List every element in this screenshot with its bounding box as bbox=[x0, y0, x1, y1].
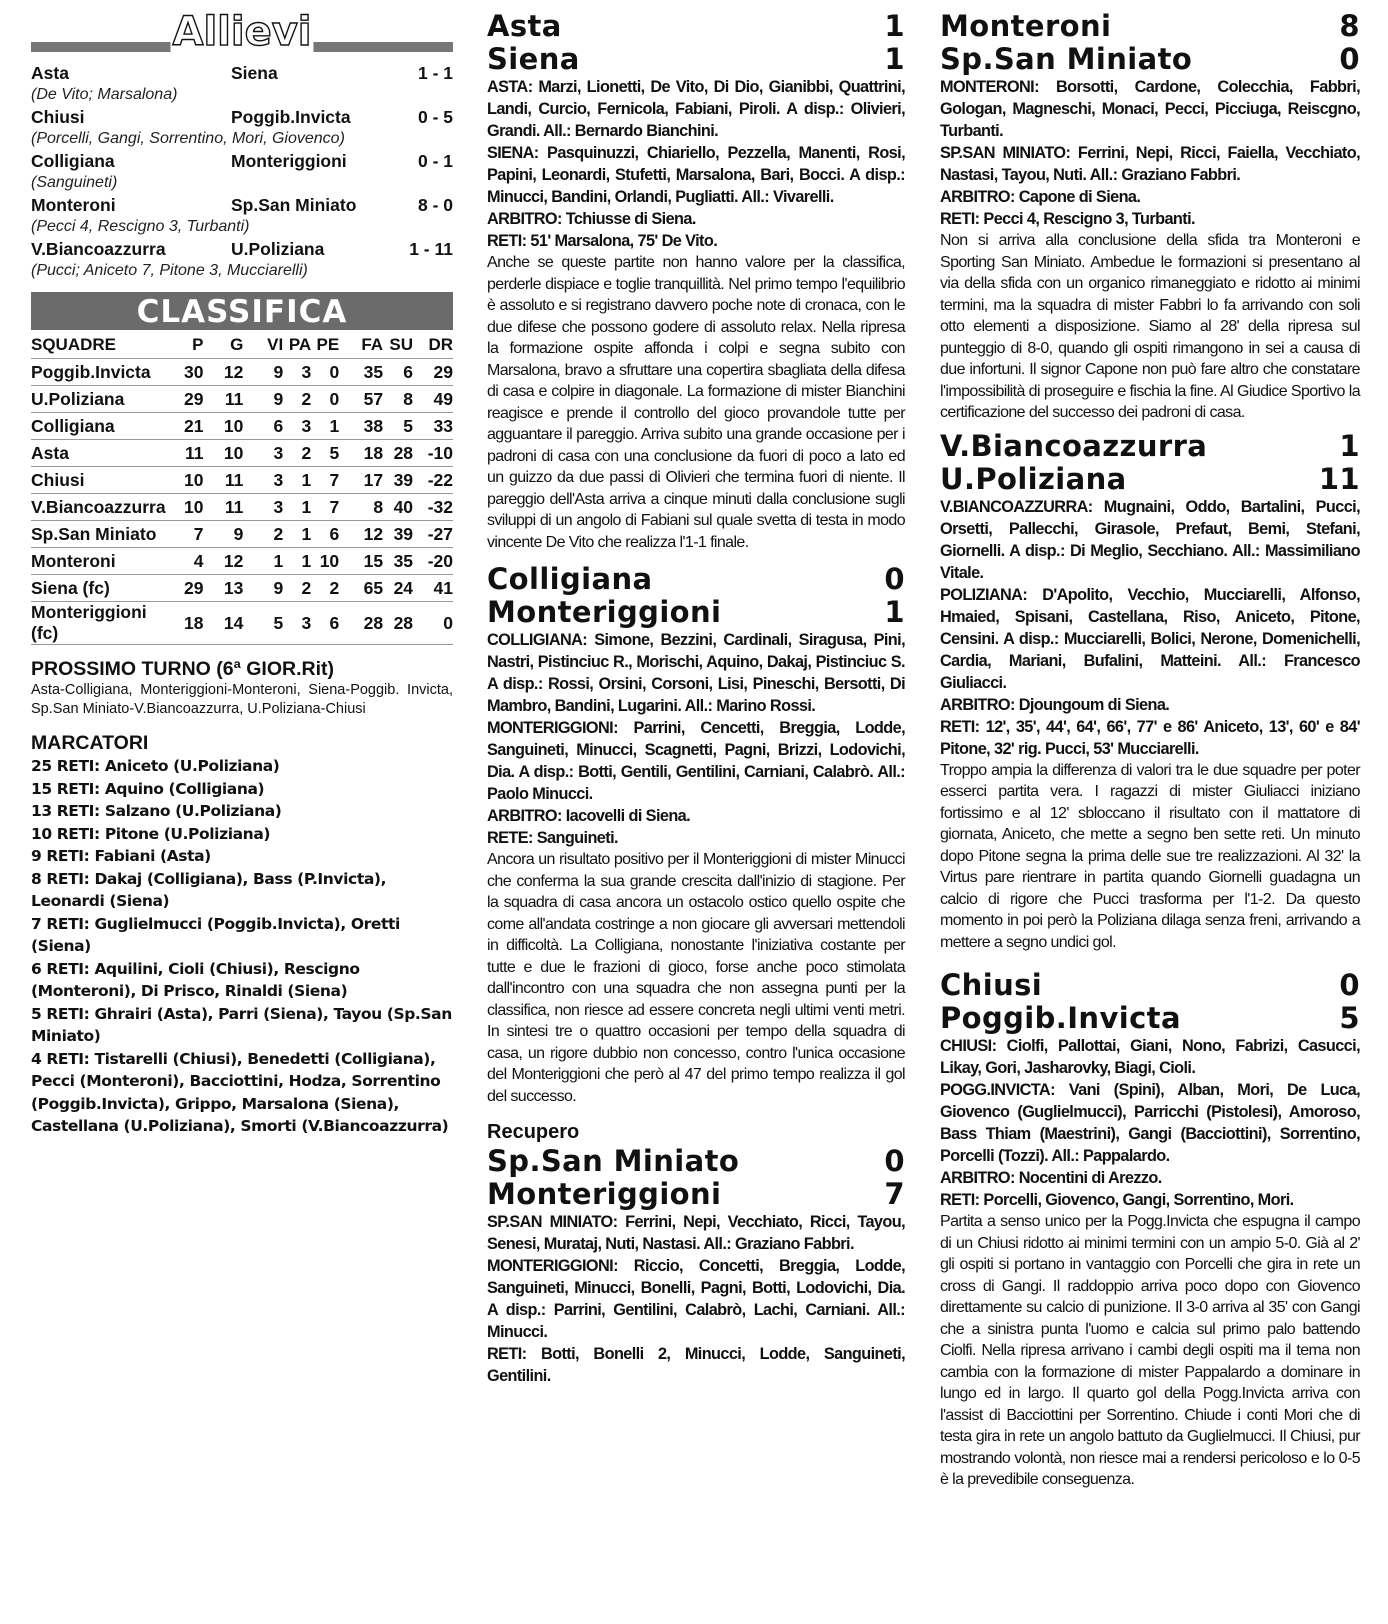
stat-cell: 10 bbox=[166, 494, 204, 521]
stat-cell: 11 bbox=[203, 386, 243, 413]
match-report: Anche se queste partite non hanno valore per la classifica, perderle dispiace e toglie tranquillità. Nel primo tempo l'equilibrio è assoluto e si registrano davvero poche note di cronaca, con le due difese che possono godere di assoluto relax. Nella ripresa la formazione ospite affonda i colpi e segna subito con Marsalona, bravo a sfruttare una copertira sbagliata della difesa di casa e colpire in diagonale. La formazione di mister Bianchini reagisce e prende il controllo del gioco provandole tutte per agguantare il pareggio. Arriva subito una grande occasione per i padroni di casa con una conclusione da fuori di poco a lato ed un guizzo da due passi di Olivieri che termina fuori di niente. Il pareggio dell'Asta arriva a cinque minuti dalla conclusione sugli sviluppi di un angolo di Fabiani sul quale svetta di testa in modo vincente De Vito che realizza l'1-1 finale. bbox=[487, 254, 905, 551]
next-round-title: PROSSIMO TURNO (6ª GIOR.Rit) bbox=[31, 658, 334, 680]
team-cell: Chiusi bbox=[31, 467, 166, 494]
lineup-paragraph: V.BIANCOAZZURRA: Mugnaini, Oddo, Bartalini, Pucci, Orsetti, Pallecchi, Girasole, Prefaut, Bemi, Stefani, Giornelli. A disp.: Di Meglio, Secchiano. All.: Massimiliano Vitale. bbox=[940, 497, 1360, 582]
lineup-paragraph: RETI: 12', 35', 44', 64', 66', 77' e 86' Aniceto, 13', 60' e 84' Pitone, 32' rig. Pucci, 53' Mucciarelli. bbox=[940, 717, 1360, 758]
result-row bbox=[31, 238, 453, 260]
stat-cell: 6 bbox=[383, 359, 413, 386]
away-team: Monteriggioni bbox=[231, 151, 347, 171]
stat-cell: 29 bbox=[413, 359, 453, 386]
stat-cell: -32 bbox=[413, 494, 453, 521]
stat-cell: 29 bbox=[166, 386, 204, 413]
lineup-paragraph: POLIZIANA: D'Apolito, Vecchio, Mucciarelli, Alfonso, Hmaied, Spisani, Castellana, Riso, Aniceto, Pitone, Censini. A disp.: Mucciarelli, Bolici, Nerone, Domenichelli, Cardia, Mariani, Bufalini, Matteini. All.: Francesco Giuliacci. bbox=[940, 585, 1360, 692]
recupero-match bbox=[487, 1145, 905, 1387]
away-team: U.Poliziana bbox=[231, 239, 325, 259]
team-score: 1 bbox=[884, 42, 905, 76]
stat-cell: 2 bbox=[283, 440, 311, 467]
lineup-paragraph: ARBITRO: Nocentini di Arezzo. bbox=[940, 1169, 1162, 1187]
section-header bbox=[31, 10, 453, 56]
classifica-title: CLASSIFICA bbox=[31, 292, 453, 330]
scorer-line: 4 RETI: Tistarelli (Chiusi), Benedetti (Colligiana), Pecci (Monteroni), Bacciottini, Hodza, Sorrentino (Poggib.Invicta), Grippo, Marsalona (Siena), Castellana (U.Poliziana), Smorti (V.Biancoazzurra) bbox=[31, 1049, 449, 1135]
lineup-paragraph: MONTERIGGIONI: Parrini, Cencetti, Breggia, Lodde, Sanguineti, Minucci, Scagnetti, Pagni, Brizzi, Lodovichi, Dia. A disp.: Botti, Gentili, Gentilini, Carniani, Calabrò. All.: Paolo Minucci. bbox=[487, 719, 905, 803]
scorers-title: MARCATORI bbox=[31, 732, 149, 754]
team-score: 0 bbox=[884, 1144, 905, 1178]
scorer-line: 5 RETI: Ghrairi (Asta), Parri (Siena), Tayou (Sp.San Miniato) bbox=[31, 1004, 452, 1045]
stat-cell: 35 bbox=[383, 548, 413, 575]
team-name: Poggib.Invicta bbox=[940, 1001, 1181, 1035]
section-title: Allievi bbox=[172, 9, 312, 55]
lineup-paragraph: ARBITRO: Tchiusse di Siena. bbox=[487, 210, 696, 228]
standings-row bbox=[31, 548, 453, 575]
team-name: Colligiana bbox=[487, 562, 653, 596]
team-cell: Sp.San Miniato bbox=[31, 521, 166, 548]
scorer-line: 10 RETI: Pitone (U.Poliziana) bbox=[31, 824, 271, 843]
away-team: Poggib.Invicta bbox=[231, 107, 351, 127]
away-team: Siena bbox=[231, 63, 278, 83]
team-cell: Poggib.Invicta bbox=[31, 359, 166, 386]
stat-cell: 9 bbox=[203, 521, 243, 548]
team-score: 0 bbox=[884, 562, 905, 596]
team-cell: Monteriggioni (fc) bbox=[31, 602, 166, 645]
team-line-away bbox=[487, 43, 905, 76]
results-list bbox=[31, 62, 453, 282]
stat-cell: -27 bbox=[413, 521, 453, 548]
lineups bbox=[487, 1211, 905, 1387]
stat-cell: 39 bbox=[383, 467, 413, 494]
lineup-paragraph: MONTERIGGIONI: Riccio, Concetti, Breggia, Lodde, Sanguineti, Minucci, Bonelli, Pagni, Botti, Lodovichi, Dia. A disp.: Parrini, Gentilini, Calabrò, Lachi, Carniani. All.: Minucci. bbox=[487, 1257, 905, 1341]
stat-cell: 0 bbox=[413, 602, 453, 645]
stat-cell: 1 bbox=[283, 548, 311, 575]
stat-cell: 38 bbox=[339, 413, 383, 440]
stat-cell: 12 bbox=[339, 521, 383, 548]
stat-cell: 1 bbox=[283, 494, 311, 521]
stat-cell: 11 bbox=[166, 440, 204, 467]
score: 1 - 1 bbox=[417, 63, 453, 83]
stat-cell: 9 bbox=[243, 386, 283, 413]
score: 8 - 0 bbox=[417, 195, 453, 215]
match-block bbox=[940, 10, 1360, 424]
lineup-paragraph: RETI: Pecci 4, Rescigno 3, Turbanti. bbox=[940, 210, 1195, 228]
stat-cell: 9 bbox=[243, 359, 283, 386]
column-standings bbox=[31, 0, 453, 1138]
lineup-paragraph: ARBITRO: Capone di Siena. bbox=[940, 188, 1141, 206]
stat-cell: 10 bbox=[203, 413, 243, 440]
scorers: (Porcelli, Gangi, Sorrentino, Mori, Giovenco) bbox=[31, 130, 345, 147]
team-score: 0 bbox=[1339, 968, 1360, 1002]
stat-cell: 5 bbox=[311, 440, 339, 467]
scorer-line: 13 RETI: Salzano (U.Poliziana) bbox=[31, 802, 282, 820]
stat-cell: 11 bbox=[203, 494, 243, 521]
team-line-away bbox=[487, 596, 905, 629]
stat-cell: 4 bbox=[166, 548, 204, 575]
team-score: 7 bbox=[884, 1177, 905, 1211]
standings-row bbox=[31, 602, 453, 645]
standings-row bbox=[31, 440, 453, 467]
stat-cell: 2 bbox=[243, 521, 283, 548]
standings-row bbox=[31, 413, 453, 440]
match-report: Non si arriva alla conclusione della sfida tra Monteroni e Sporting San Miniato. Ambedue le formazioni si presentano al via della sfida con un organico rimaneggiato e ridotto ai minimi termini, ma la squadra di mister Fabbri lo fa arrivando con soli otto elementi a disposizione. Siamo al 28' della ripresa sul punteggio di 8-0, quando gli ospiti rimangono in sei a causa di due infortuni. Il signor Capone non può fare altro che constatare l'impossibilità di proseguire e fischia la fine. Al Giudice Sportivo la certificazione del successo dei padroni di casa. bbox=[940, 232, 1360, 421]
stat-cell: 10 bbox=[166, 467, 204, 494]
match-list bbox=[940, 10, 1360, 1491]
lineup-paragraph: SP.SAN MINIATO: Ferrini, Nepi, Ricci, Faiella, Vecchiato, Nastasi, Tayou, Nuti. All.: Graziano Fabbri. bbox=[940, 144, 1360, 184]
stat-cell: 5 bbox=[383, 413, 413, 440]
team-name: Sp.San Miniato bbox=[940, 42, 1193, 76]
team-line-home bbox=[487, 563, 905, 596]
stat-cell: 18 bbox=[166, 602, 204, 645]
stat-cell: 8 bbox=[383, 386, 413, 413]
standings-row bbox=[31, 521, 453, 548]
team-line-away bbox=[940, 463, 1360, 496]
stat-cell: 3 bbox=[283, 602, 311, 645]
column-header: VI bbox=[243, 332, 283, 359]
team-score: 11 bbox=[1318, 461, 1360, 496]
stat-cell: 14 bbox=[203, 602, 243, 645]
result-row bbox=[31, 62, 453, 84]
team-score: 8 bbox=[1339, 9, 1360, 43]
team-name: Monteriggioni bbox=[487, 595, 722, 629]
match-list bbox=[487, 10, 905, 1107]
team-line-away bbox=[487, 1178, 905, 1211]
stat-cell: 3 bbox=[243, 440, 283, 467]
stat-cell: 6 bbox=[243, 413, 283, 440]
match-block bbox=[487, 563, 905, 1107]
stat-cell: 39 bbox=[383, 521, 413, 548]
column-header: DR bbox=[413, 332, 453, 359]
stat-cell: 2 bbox=[283, 386, 311, 413]
scorer-line: 15 RETI: Aquino (Colligiana) bbox=[31, 779, 265, 798]
column-matches-2 bbox=[487, 0, 905, 1391]
stat-cell: 40 bbox=[383, 494, 413, 521]
lineup-paragraph: POGG.INVICTA: Vani (Spini), Alban, Mori, De Luca, Giovenco (Guglielmucci), Parricchi (Pistolesi), Amoroso, Bass Thiam (Maestrini), Gangi (Bacciottini), Sorrentino, Porcelli (Tozzi). All.: Pappalardo. bbox=[940, 1081, 1360, 1165]
lineup-paragraph: COLLIGIANA: Simone, Bezzini, Cardinali, Siragusa, Pini, Nastri, Pistinciuc R., Morischi, Aquino, Dakaj, Pistinciuc S. A disp.: Rossi, Orsini, Corsoni, Lisi, Pineschi, Bersotti, Di Mambro, Bandini, Lugarini. All.: Marino Rossi. bbox=[487, 631, 905, 715]
score: 0 - 1 bbox=[417, 151, 453, 171]
scorers-list bbox=[31, 755, 453, 1138]
stat-cell: 3 bbox=[243, 467, 283, 494]
stat-cell: 1 bbox=[283, 467, 311, 494]
stat-cell: 11 bbox=[203, 467, 243, 494]
lineup-paragraph: SP.SAN MINIATO: Ferrini, Nepi, Vecchiato, Ricci, Tayou, Senesi, Murataj, Nuti, Nastasi. All.: Graziano Fabbri. bbox=[487, 1213, 905, 1253]
standings-row bbox=[31, 386, 453, 413]
stat-cell: 0 bbox=[311, 386, 339, 413]
stat-cell: 10 bbox=[311, 548, 339, 575]
stat-cell: -20 bbox=[413, 548, 453, 575]
team-name: U.Poliziana bbox=[940, 461, 1127, 496]
lineup-paragraph: CHIUSI: Ciolfi, Pallottai, Giani, Nono, Fabrizi, Casucci, Likay, Gori, Jasharovky, Biagi, Cioli. bbox=[940, 1037, 1360, 1077]
stat-cell: 0 bbox=[311, 359, 339, 386]
home-team: Chiusi bbox=[31, 107, 85, 127]
stat-cell: 28 bbox=[339, 602, 383, 645]
stat-cell: 3 bbox=[283, 359, 311, 386]
score: 0 - 5 bbox=[417, 107, 453, 127]
lineup-paragraph: RETI: Porcelli, Giovenco, Gangi, Sorrentino, Mori. bbox=[940, 1191, 1294, 1209]
stat-cell: 7 bbox=[311, 494, 339, 521]
lineup-paragraph: RETI: Botti, Bonelli 2, Minucci, Lodde, Sanguineti, Gentilini. bbox=[487, 1345, 905, 1385]
team-score: 1 bbox=[884, 595, 905, 629]
lineup-paragraph: RETE: Sanguineti. bbox=[487, 829, 618, 847]
score: 1 - 11 bbox=[409, 239, 453, 259]
away-team: Sp.San Miniato bbox=[231, 195, 357, 215]
match-block bbox=[940, 430, 1360, 954]
team-line-away bbox=[940, 43, 1360, 76]
team-name: V.Biancoazzurra bbox=[940, 428, 1208, 463]
team-name: Monteroni bbox=[940, 9, 1112, 43]
column-header: FA bbox=[339, 332, 383, 359]
stat-cell: 1 bbox=[283, 521, 311, 548]
match-report: Troppo ampia la differenza di valori tra le due squadre per poter esserci partita vera. I ragazzi di mister Giuliacci iniziano fortissimo e al 12' sbloccano il risultato con il mattatore di giornata, Aniceto, che mette a segno ben sette reti. Un minuto dopo Pitone segna la prima delle sue tre realizzazioni. Al 32' la Virtus pare rientrare in partita quando Giornelli guadagna un calcio di rigore che Pucci trasforma per l'1-2. Da questo momento in poi però la Poliziana dilaga senza freni, arrivando a mettere a segno undici gol. bbox=[940, 761, 1360, 951]
column-header: PA bbox=[283, 332, 311, 359]
column-header: PE bbox=[311, 332, 339, 359]
standings-row bbox=[31, 494, 453, 521]
scorer-line: 9 RETI: Fabiani (Asta) bbox=[31, 847, 211, 865]
team-cell: V.Biancoazzurra bbox=[31, 494, 166, 521]
lineup-paragraph: ARBITRO: Iacovelli di Siena. bbox=[487, 807, 691, 825]
team-name: Asta bbox=[487, 9, 562, 43]
match-report: Partita a senso unico per la Pogg.Invicta che espugna il campo di un Chiusi ridotto ai minimi termini con un ampio 5-0. Già al 2' gli ospiti si portano in vantaggio con Porcelli che gira in rete un cross di Gangi. Il raddoppio arriva poco dopo con Giovenco direttamente su calcio di punizione. Il 3-0 arriva al 35' con Gangi che a sinistra punta l'uomo e calcia sul primo palo battendo Ciolfi. Nella ripresa arrivano i cambi degli ospiti ma il tema non cambia con la formazione di mister Pappalardo a dominare in lungo ed in largo. Il quarto gol della Pogg.Invicta arriva con l'assist di Bacciottini per Sorrentino. Chiude i conti Mori che di testa gira in rete un angolo battuto da Guglielmucci. Il Chiusi, pur mostrando volontà, non riesce mai a rendersi pericoloso e lo 0-5 è la prevedibile conseguenza. bbox=[940, 1213, 1360, 1488]
stat-cell: 28 bbox=[383, 440, 413, 467]
stat-cell: 10 bbox=[203, 440, 243, 467]
stat-cell: 13 bbox=[203, 575, 243, 602]
lineup-paragraph: MONTERONI: Borsotti, Cardone, Colecchia, Fabbri, Gologan, Magneschi, Monaci, Pecci, Picciuga, Reiscgno, Turbanti. bbox=[940, 78, 1360, 140]
stat-cell: 2 bbox=[311, 575, 339, 602]
scorer-line: 25 RETI: Aniceto (U.Poliziana) bbox=[31, 757, 280, 775]
lineup-paragraph: ASTA: Marzi, Lionetti, De Vito, Di Dio, Gianibbi, Quattrini, Landi, Curcio, Fernicola, Fabiani, Piroli. A disp.: Olivieri, Grandi. All.: Bernardo Bianchini. bbox=[487, 78, 905, 140]
team-name: Monteriggioni bbox=[487, 1177, 722, 1211]
stat-cell: 3 bbox=[243, 494, 283, 521]
stat-cell: 49 bbox=[413, 386, 453, 413]
stat-cell: 21 bbox=[166, 413, 204, 440]
stat-cell: -10 bbox=[413, 440, 453, 467]
stat-cell: 12 bbox=[203, 548, 243, 575]
scorer-line: 8 RETI: Dakaj (Colligiana), Bass (P.Invicta), Leonardi (Siena) bbox=[31, 869, 387, 910]
stat-cell: 1 bbox=[311, 413, 339, 440]
standings-header-row bbox=[31, 332, 453, 359]
result-row bbox=[31, 150, 453, 172]
team-cell: Siena (fc) bbox=[31, 575, 166, 602]
stat-cell: 29 bbox=[166, 575, 204, 602]
stat-cell: 41 bbox=[413, 575, 453, 602]
team-name: Sp.San Miniato bbox=[487, 1144, 740, 1178]
stat-cell: 6 bbox=[311, 521, 339, 548]
home-team: V.Biancoazzurra bbox=[31, 239, 166, 259]
stat-cell: 35 bbox=[339, 359, 383, 386]
column-header: G bbox=[203, 332, 243, 359]
stat-cell: 1 bbox=[243, 548, 283, 575]
team-line-home bbox=[940, 10, 1360, 43]
stat-cell: 28 bbox=[383, 602, 413, 645]
team-line-away bbox=[940, 1002, 1360, 1035]
team-line-home bbox=[487, 10, 905, 43]
result-row bbox=[31, 106, 453, 128]
match-block bbox=[940, 969, 1360, 1491]
standings-table bbox=[31, 332, 453, 645]
team-score: 1 bbox=[884, 9, 905, 43]
team-cell: Monteroni bbox=[31, 548, 166, 575]
team-cell: U.Poliziana bbox=[31, 386, 166, 413]
home-team: Monteroni bbox=[31, 195, 116, 215]
scorers: (Pucci; Aniceto 7, Pitone 3, Mucciarelli) bbox=[31, 262, 308, 279]
team-name: Chiusi bbox=[940, 968, 1043, 1002]
team-name: Siena bbox=[487, 42, 580, 76]
stat-cell: 7 bbox=[311, 467, 339, 494]
home-team: Asta bbox=[31, 63, 69, 83]
stat-cell: 17 bbox=[339, 467, 383, 494]
scorers: (Sanguineti) bbox=[31, 174, 118, 191]
stat-cell: 65 bbox=[339, 575, 383, 602]
standings-row bbox=[31, 467, 453, 494]
team-line-home bbox=[487, 1145, 905, 1178]
scorer-line: 7 RETI: Guglielmucci (Poggib.Invicta), Oretti (Siena) bbox=[31, 914, 400, 955]
match-block bbox=[487, 10, 905, 553]
home-team: Colligiana bbox=[31, 151, 115, 171]
team-score: 0 bbox=[1339, 42, 1360, 76]
stat-cell: 8 bbox=[339, 494, 383, 521]
scorer-line: 6 RETI: Aquilini, Cioli (Chiusi), Rescigno (Monteroni), Di Prisco, Rinaldi (Siena) bbox=[31, 959, 360, 1000]
team-score: 5 bbox=[1339, 1001, 1360, 1035]
stat-cell: 15 bbox=[339, 548, 383, 575]
result-row bbox=[31, 194, 453, 216]
stat-cell: 6 bbox=[311, 602, 339, 645]
lineup-paragraph: ARBITRO: Djoungoum di Siena. bbox=[940, 695, 1170, 714]
stat-cell: 7 bbox=[166, 521, 204, 548]
team-cell: Asta bbox=[31, 440, 166, 467]
stat-cell: 33 bbox=[413, 413, 453, 440]
stat-cell: 9 bbox=[243, 575, 283, 602]
column-header: SU bbox=[383, 332, 413, 359]
lineup-paragraph: RETI: 51' Marsalona, 75' De Vito. bbox=[487, 232, 718, 250]
stat-cell: -22 bbox=[413, 467, 453, 494]
stat-cell: 12 bbox=[203, 359, 243, 386]
stat-cell: 24 bbox=[383, 575, 413, 602]
stat-cell: 18 bbox=[339, 440, 383, 467]
stat-cell: 5 bbox=[243, 602, 283, 645]
scorers: (Pecci 4, Rescigno 3, Turbanti) bbox=[31, 218, 250, 235]
match-report: Ancora un risultato positivo per il Monteriggioni di mister Minucci che conferma la sua grande crescita dall'inizio di stagione. Per la squadra di casa ancora un ostacolo ostico quello ospite che come all'andata costringe a non giocare gli avversari mettendoli in difficoltà. La Colligiana, nonostante l'iniziativa costante per tutte e due le frazioni di gioco, forse anche poco stimolata dall'incontro con una squadra che non assegna punti per la classifica, non riesce ad essere concreta negli ultimi venti metri. In sintesi tre o quattro occasioni per tempo della squadra di casa, un rigore dubbio non concesso, contro l'unica occasione del Monteriggioni che però al 47 del primo tempo realizza il gol del successo. bbox=[487, 851, 905, 1105]
team-line-home bbox=[940, 969, 1360, 1002]
standings-row bbox=[31, 575, 453, 602]
column-header: SQUADRE bbox=[31, 332, 166, 359]
team-cell: Colligiana bbox=[31, 413, 166, 440]
stat-cell: 3 bbox=[283, 413, 311, 440]
lineup-paragraph: SIENA: Pasquinuzzi, Chiariello, Pezzella, Manenti, Rosi, Papini, Leonardi, Stufetti, Marsalona, Bari, Bocci. A disp.: Minucci, Bandini, Orlandi, Pugliatti. All.: Vivarelli. bbox=[487, 144, 905, 206]
team-line-home bbox=[940, 430, 1360, 463]
recupero-label: Recupero bbox=[487, 1121, 580, 1143]
column-matches-3 bbox=[940, 0, 1360, 1497]
stat-cell: 30 bbox=[166, 359, 204, 386]
scorers: (De Vito; Marsalona) bbox=[31, 86, 178, 103]
stat-cell: 2 bbox=[283, 575, 311, 602]
team-score: 1 bbox=[1339, 428, 1360, 463]
column-header: P bbox=[166, 332, 204, 359]
next-round-text: Asta-Colligiana, Monteriggioni-Monteroni, Siena-Poggib. Invicta, Sp.San Miniato-V.Biancoazzurra, U.Poliziana-Chiusi bbox=[31, 682, 453, 717]
stat-cell: 57 bbox=[339, 386, 383, 413]
standings-row bbox=[31, 359, 453, 386]
